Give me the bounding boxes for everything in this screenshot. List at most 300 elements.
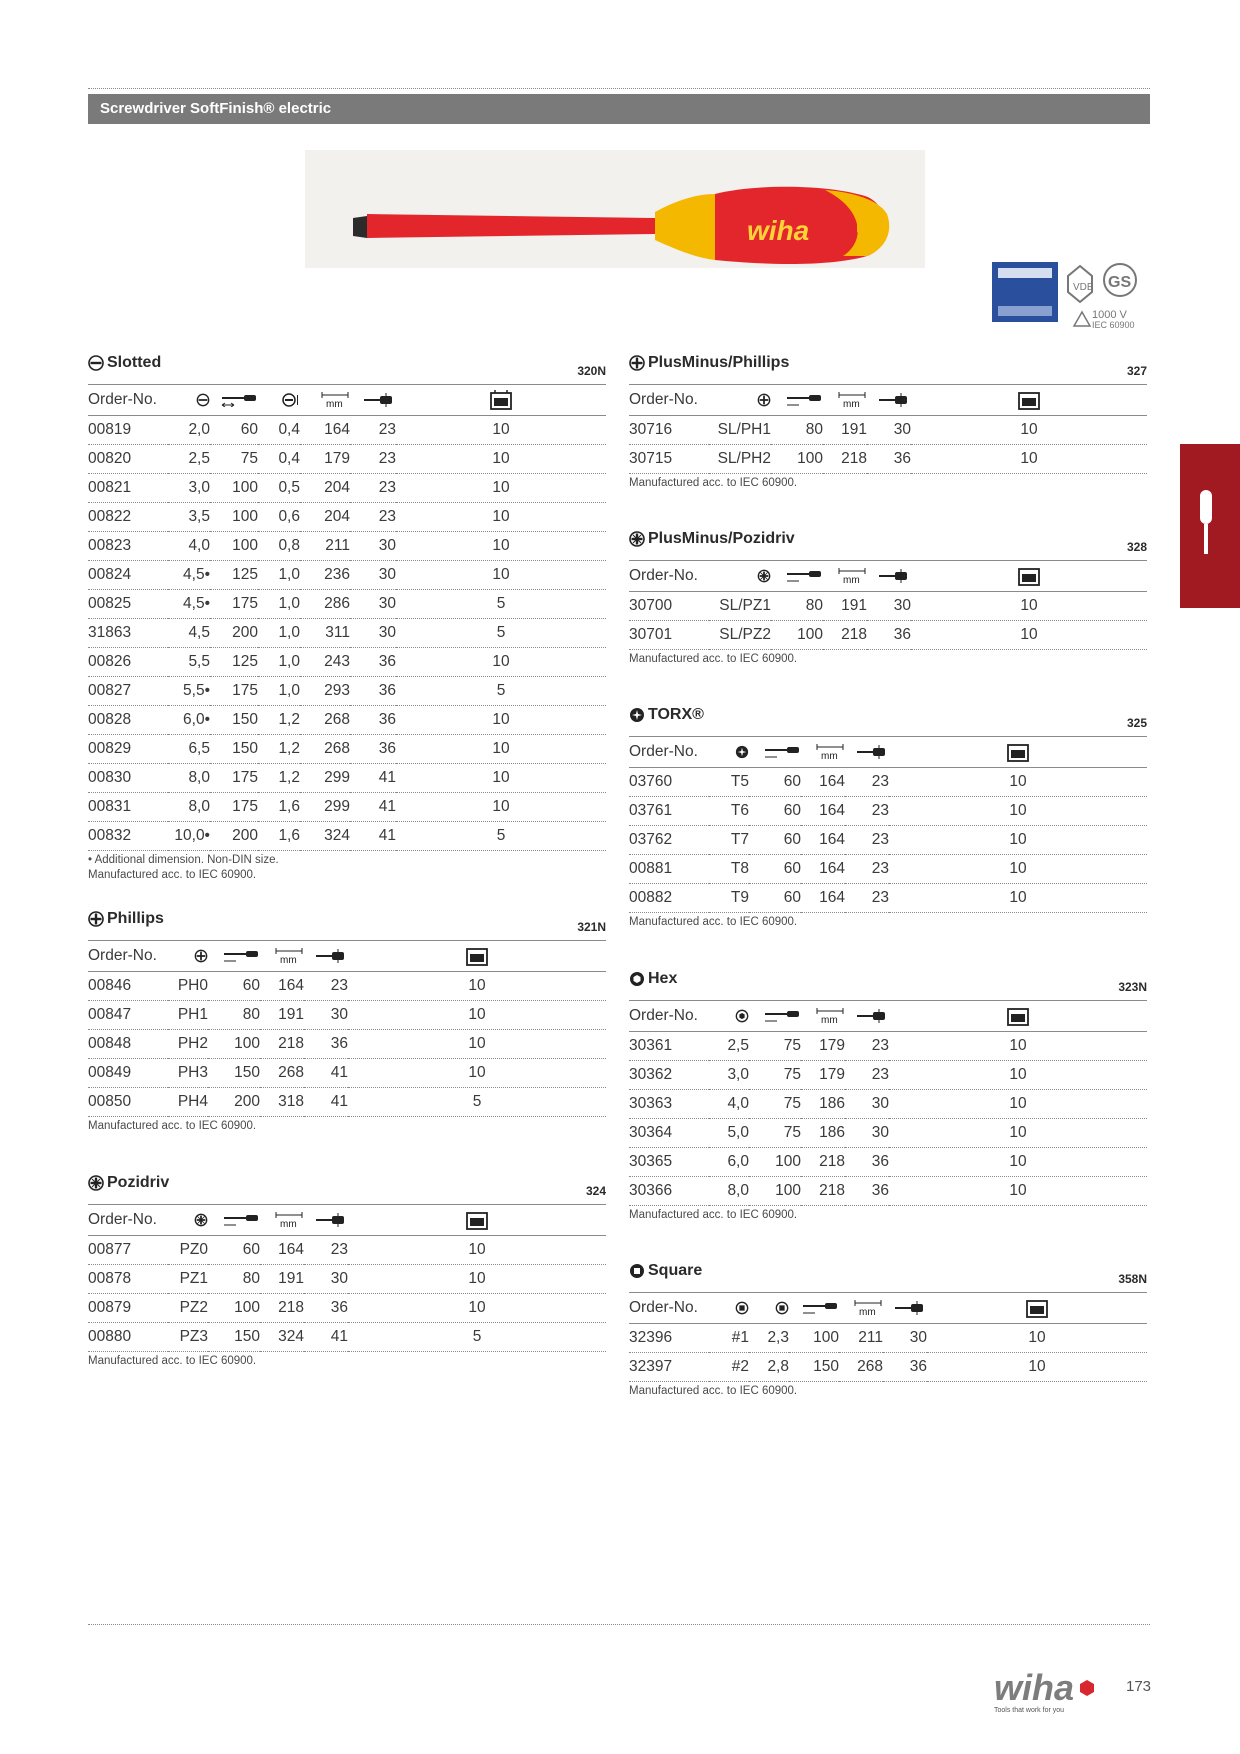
table-cell: 30 [350, 590, 396, 619]
table-cell: 175 [210, 793, 258, 822]
table-cell: 75 [210, 445, 258, 474]
handle-diameter-icon [877, 393, 911, 407]
package-quantity-icon [1026, 1298, 1048, 1318]
insulation-triangle-icon [1074, 312, 1090, 326]
table-cell: T9 [709, 884, 749, 913]
table-cell: 10 [396, 561, 606, 590]
section-title: Pozidriv [107, 1174, 170, 1191]
table-cell: PH1 [168, 1001, 208, 1030]
table-cell: 23 [845, 797, 889, 826]
table-cell: 60 [749, 884, 801, 913]
table-cell: 204 [300, 503, 350, 532]
order-number-cell: 00850 [88, 1088, 168, 1117]
column-header-order-no: Order-No. [88, 385, 168, 416]
svg-text:VDE: VDE [1073, 282, 1094, 293]
table-cell: 100 [749, 1148, 801, 1177]
package-quantity-icon [466, 1210, 488, 1230]
table-cell: #1 [709, 1324, 749, 1353]
table-cell: PZ0 [168, 1236, 208, 1265]
note-line: Manufactured acc. to IEC 60900. [629, 653, 798, 665]
section-notes [629, 1384, 1147, 1399]
table-cell: 10 [927, 1324, 1147, 1353]
table-cell: 36 [845, 1177, 889, 1206]
table-cell: 10 [396, 648, 606, 677]
table-cell: 23 [845, 1032, 889, 1061]
blade-length-icon [220, 393, 258, 407]
order-number-cell: 00829 [88, 735, 168, 764]
order-number-cell: 00826 [88, 648, 168, 677]
table-cell: 164 [801, 768, 845, 797]
table-cell: 36 [350, 735, 396, 764]
column-header-order-no: Order-No. [629, 561, 709, 592]
note-line: Manufactured acc. to IEC 60900. [88, 1355, 257, 1367]
order-number-cell: 30365 [629, 1148, 709, 1177]
table-cell: 23 [350, 474, 396, 503]
table-cell: 75 [749, 1061, 801, 1090]
table-cell: 10 [889, 768, 1147, 797]
table-cell: SL/PH1 [709, 416, 771, 445]
order-number-cell: 00827 [88, 677, 168, 706]
total-length-icon [320, 392, 350, 408]
section-slotted [88, 348, 606, 883]
table-cell: 186 [801, 1090, 845, 1119]
table-cell: 2,5 [168, 445, 210, 474]
table-cell: 23 [845, 768, 889, 797]
section-code: 328 [1126, 540, 1147, 554]
table-cell: 80 [771, 416, 823, 445]
table-cell: 36 [304, 1294, 348, 1323]
table-row [88, 648, 606, 677]
table-cell: 268 [300, 706, 350, 735]
table-cell: 10 [396, 764, 606, 793]
table-cell: 5,5• [168, 677, 210, 706]
table-row [88, 764, 606, 793]
note-line: Manufactured acc. to IEC 60900. [629, 477, 798, 489]
note-line: Manufactured acc. to IEC 60900. [629, 1209, 798, 1221]
table-cell: 5 [396, 619, 606, 648]
plusminus-phillips-icon [629, 355, 645, 371]
table-cell: 80 [208, 1001, 260, 1030]
section-torx [629, 700, 1147, 930]
section-title: Square [648, 1262, 703, 1279]
table-cell: 10 [911, 445, 1147, 474]
note-line: Manufactured acc. to IEC 60900. [629, 916, 798, 928]
table-cell: 60 [208, 1236, 260, 1265]
svg-text:mm: mm [326, 398, 343, 408]
handle-diameter-icon [314, 1213, 348, 1227]
tip-width-icon [196, 393, 210, 407]
table-row [629, 1090, 1147, 1119]
table-cell: 218 [823, 621, 867, 650]
svg-text:IEC 60900: IEC 60900 [1092, 320, 1135, 330]
table-cell: 100 [789, 1324, 839, 1353]
table-row [88, 590, 606, 619]
table-cell: 4,5• [168, 561, 210, 590]
table-cell: 150 [208, 1059, 260, 1088]
order-number-cell: 30363 [629, 1090, 709, 1119]
table-row [88, 1030, 606, 1059]
plusminus-phillips-rows [629, 416, 1147, 474]
table-row [88, 445, 606, 474]
order-number-cell: 32396 [629, 1324, 709, 1353]
package-quantity-icon [1007, 742, 1029, 762]
table-cell: 1,2 [258, 706, 300, 735]
section-plusminus-phillips [629, 348, 1147, 491]
table-cell: 2,5 [709, 1032, 749, 1061]
section-notes [629, 915, 1147, 930]
table-cell: 204 [300, 474, 350, 503]
table-cell: 191 [260, 1265, 304, 1294]
tip-size-icon [735, 1301, 749, 1315]
order-number-cell: 00831 [88, 793, 168, 822]
plusminus-phillips-table [629, 385, 1147, 474]
tip-thickness-icon [282, 393, 300, 407]
page-number: 173 [1126, 1678, 1152, 1695]
table-cell: SL/PZ2 [709, 621, 771, 650]
column-header-order-no: Order-No. [629, 1293, 709, 1324]
table-cell: 36 [867, 445, 911, 474]
section-notes [88, 1354, 606, 1369]
table-cell: 60 [749, 826, 801, 855]
handle-diameter-icon [877, 569, 911, 583]
table-cell: PH2 [168, 1030, 208, 1059]
table-cell: 236 [300, 561, 350, 590]
table-cell: 324 [300, 822, 350, 851]
total-length-icon [274, 1212, 304, 1228]
table-row [629, 1324, 1147, 1353]
table-cell: 100 [210, 474, 258, 503]
table-cell: 80 [771, 592, 823, 621]
table-cell: 10 [889, 1090, 1147, 1119]
order-number-cell: 30366 [629, 1177, 709, 1206]
table-cell: 41 [350, 793, 396, 822]
tip-size-icon [757, 393, 771, 407]
table-cell: 41 [304, 1323, 348, 1352]
section-square [629, 1256, 1147, 1399]
table-row [88, 1323, 606, 1352]
table-cell: 5,0 [709, 1119, 749, 1148]
order-number-cell: 00824 [88, 561, 168, 590]
table-cell: 10 [889, 1177, 1147, 1206]
table-cell: 60 [749, 855, 801, 884]
category-side-tab[interactable] [1180, 444, 1240, 608]
phillips-icon [88, 911, 104, 927]
table-cell: 30 [350, 532, 396, 561]
order-number-cell: 32397 [629, 1353, 709, 1382]
order-number-cell: 00821 [88, 474, 168, 503]
table-cell: 0,5 [258, 474, 300, 503]
total-length-icon [837, 568, 867, 584]
section-title: Phillips [107, 910, 164, 927]
table-cell: 175 [210, 764, 258, 793]
table-cell: 1,0 [258, 648, 300, 677]
tip-size-icon [757, 569, 771, 583]
table-cell: 5 [396, 590, 606, 619]
table-cell: 36 [304, 1030, 348, 1059]
table-row [88, 822, 606, 851]
svg-text:wiha: wiha [994, 1668, 1075, 1708]
table-cell: 23 [350, 503, 396, 532]
tip-size-icon [735, 1009, 749, 1023]
table-cell: 10 [927, 1353, 1147, 1382]
order-number-cell: 00880 [88, 1323, 168, 1352]
table-cell: PH3 [168, 1059, 208, 1088]
table-cell: 100 [771, 621, 823, 650]
order-number-cell: 30364 [629, 1119, 709, 1148]
table-row [88, 706, 606, 735]
pozidriv-rows [88, 1236, 606, 1352]
table-cell: 60 [208, 972, 260, 1001]
table-row [629, 445, 1147, 474]
order-number-cell: 30362 [629, 1061, 709, 1090]
table-cell: T7 [709, 826, 749, 855]
plusminus-pozidriv-rows [629, 592, 1147, 650]
table-cell: 2,8 [749, 1353, 789, 1382]
table-cell: 211 [300, 532, 350, 561]
table-cell: 179 [300, 445, 350, 474]
table-cell: 10 [889, 1032, 1147, 1061]
table-row [88, 1088, 606, 1117]
section-notes [88, 1119, 606, 1134]
table-cell: 218 [260, 1294, 304, 1323]
table-cell: 10 [889, 826, 1147, 855]
table-cell: 299 [300, 764, 350, 793]
table-cell: 243 [300, 648, 350, 677]
table-cell: 6,0• [168, 706, 210, 735]
table-cell: 10 [889, 855, 1147, 884]
table-cell: 211 [839, 1324, 883, 1353]
table-row [88, 1236, 606, 1265]
table-row [629, 416, 1147, 445]
order-number-cell: 00881 [629, 855, 709, 884]
total-length-icon [837, 392, 867, 408]
table-cell: 1,0 [258, 619, 300, 648]
column-header-order-no: Order-No. [629, 385, 709, 416]
blade-length-icon [785, 569, 823, 583]
svg-text:mm: mm [821, 1014, 838, 1024]
table-cell: 1,2 [258, 764, 300, 793]
table-cell: 8,0 [709, 1177, 749, 1206]
table-cell: 218 [260, 1030, 304, 1059]
order-number-cell: 00820 [88, 445, 168, 474]
order-number-cell: 00878 [88, 1265, 168, 1294]
svg-text:1000 V: 1000 V [1092, 309, 1127, 321]
table-cell: 324 [260, 1323, 304, 1352]
blade-length-icon [222, 1213, 260, 1227]
table-cell: 10 [348, 1265, 606, 1294]
table-cell: 175 [210, 677, 258, 706]
table-cell: 36 [350, 648, 396, 677]
table-row [88, 503, 606, 532]
table-cell: 164 [300, 416, 350, 445]
table-cell: 30 [883, 1324, 927, 1353]
table-cell: T6 [709, 797, 749, 826]
table-cell: 164 [260, 972, 304, 1001]
table-cell: 23 [304, 972, 348, 1001]
table-cell: 10,0• [168, 822, 210, 851]
order-number-cell: 30700 [629, 592, 709, 621]
table-cell: SL/PH2 [709, 445, 771, 474]
note-line: Manufactured acc. to IEC 60900. [629, 1385, 798, 1397]
column-header-order-no: Order-No. [629, 737, 709, 768]
package-quantity-icon [1018, 390, 1040, 410]
table-cell: 41 [350, 764, 396, 793]
table-cell: 100 [210, 503, 258, 532]
table-cell: 30 [304, 1001, 348, 1030]
table-cell: 150 [208, 1323, 260, 1352]
table-cell: 268 [300, 735, 350, 764]
handle-diameter-icon [855, 1009, 889, 1023]
table-cell: T5 [709, 768, 749, 797]
order-number-cell: 00825 [88, 590, 168, 619]
handle-diameter-icon [362, 393, 396, 407]
table-cell: 41 [304, 1088, 348, 1117]
total-length-icon [815, 744, 845, 760]
bottom-rule [88, 1624, 1150, 1625]
order-number-cell: 00848 [88, 1030, 168, 1059]
note-line: • Additional dimension. Non-DIN size. [88, 854, 279, 866]
table-cell: 1,6 [258, 822, 300, 851]
svg-text:mm: mm [280, 1218, 297, 1228]
table-cell: 4,0 [709, 1090, 749, 1119]
square-table [629, 1293, 1147, 1382]
table-cell: 30 [867, 592, 911, 621]
table-cell: 6,0 [709, 1148, 749, 1177]
note-line: Manufactured acc. to IEC 60900. [88, 869, 257, 881]
table-row [88, 793, 606, 822]
table-row [88, 1001, 606, 1030]
slotted-icon [88, 355, 104, 371]
table-cell: 5 [348, 1323, 606, 1352]
table-cell: 0,8 [258, 532, 300, 561]
pozidriv-table [88, 1205, 606, 1352]
hex-table [629, 1001, 1147, 1206]
note-line: Manufactured acc. to IEC 60900. [88, 1120, 257, 1132]
table-cell: 218 [823, 445, 867, 474]
table-cell: 100 [208, 1030, 260, 1059]
table-cell: 100 [210, 532, 258, 561]
table-cell: 164 [801, 884, 845, 913]
order-number-cell: 30701 [629, 621, 709, 650]
table-cell: 10 [348, 1030, 606, 1059]
table-cell: 10 [396, 416, 606, 445]
order-number-cell: 31863 [88, 619, 168, 648]
table-cell: 10 [396, 706, 606, 735]
table-cell: 36 [350, 706, 396, 735]
table-cell: 150 [789, 1353, 839, 1382]
table-cell: 164 [260, 1236, 304, 1265]
section-title: TORX® [648, 706, 704, 723]
table-cell: PZ3 [168, 1323, 208, 1352]
table-cell: 3,0 [168, 474, 210, 503]
table-cell: 100 [771, 445, 823, 474]
wiha-logo [994, 1668, 1104, 1716]
table-cell: 1,2 [258, 735, 300, 764]
order-number-cell: 00832 [88, 822, 168, 851]
table-cell: 218 [801, 1177, 845, 1206]
table-cell: 10 [348, 972, 606, 1001]
table-cell: 8,0 [168, 793, 210, 822]
table-row [88, 474, 606, 503]
table-cell: 100 [208, 1294, 260, 1323]
table-cell: 3,5 [168, 503, 210, 532]
table-row [629, 1177, 1147, 1206]
table-cell: 60 [210, 416, 258, 445]
table-cell: 268 [260, 1059, 304, 1088]
blade-length-icon [801, 1301, 839, 1315]
blade-length-icon [785, 393, 823, 407]
top-rule [88, 88, 1150, 89]
order-number-cell: 00847 [88, 1001, 168, 1030]
torx-table [629, 737, 1147, 913]
table-cell: 200 [208, 1088, 260, 1117]
order-number-cell: 00877 [88, 1236, 168, 1265]
plusminus-pozidriv-icon [629, 531, 645, 547]
package-quantity-icon [1007, 1006, 1029, 1026]
table-cell: 293 [300, 677, 350, 706]
table-cell: 36 [883, 1353, 927, 1382]
section-code: 323N [1118, 980, 1147, 994]
section-title: Slotted [107, 354, 162, 371]
table-cell: 175 [210, 590, 258, 619]
table-cell: 10 [889, 1119, 1147, 1148]
table-cell: 30 [845, 1119, 889, 1148]
order-number-cell: 00823 [88, 532, 168, 561]
table-cell: 10 [889, 1148, 1147, 1177]
table-cell: PZ2 [168, 1294, 208, 1323]
section-title: Hex [648, 970, 678, 987]
table-cell: 36 [845, 1148, 889, 1177]
table-cell: 10 [911, 592, 1147, 621]
table-cell: PH4 [168, 1088, 208, 1117]
total-length-icon [853, 1300, 883, 1316]
section-phillips [88, 904, 606, 1134]
blade-length-icon [763, 745, 801, 759]
square-rows [629, 1324, 1147, 1382]
table-cell: 0,4 [258, 445, 300, 474]
section-hex [629, 964, 1147, 1223]
pozidriv-icon [88, 1175, 104, 1191]
column-header-order-no: Order-No. [629, 1001, 709, 1032]
table-cell: 150 [210, 735, 258, 764]
table-row [629, 621, 1147, 650]
table-cell: 150 [210, 706, 258, 735]
torx-rows [629, 768, 1147, 913]
column-header-order-no: Order-No. [88, 941, 168, 972]
table-cell: 30 [350, 561, 396, 590]
order-number-cell: 00828 [88, 706, 168, 735]
table-row [88, 561, 606, 590]
page-title: Screwdriver SoftFinish® electric [88, 94, 1150, 124]
section-notes [629, 652, 1147, 667]
tip-size-icon [735, 745, 749, 759]
total-length-icon [815, 1008, 845, 1024]
table-cell: 179 [801, 1061, 845, 1090]
package-quantity-icon [490, 390, 512, 410]
table-cell: 10 [889, 884, 1147, 913]
table-cell: 75 [749, 1032, 801, 1061]
table-cell: 164 [801, 826, 845, 855]
table-cell: 299 [300, 793, 350, 822]
torx-icon [629, 707, 645, 723]
hex-rows [629, 1032, 1147, 1206]
total-length-icon [274, 948, 304, 964]
table-row [629, 884, 1147, 913]
table-cell: 191 [260, 1001, 304, 1030]
section-pozidriv [88, 1168, 606, 1369]
table-row [88, 532, 606, 561]
table-cell: 10 [348, 1059, 606, 1088]
